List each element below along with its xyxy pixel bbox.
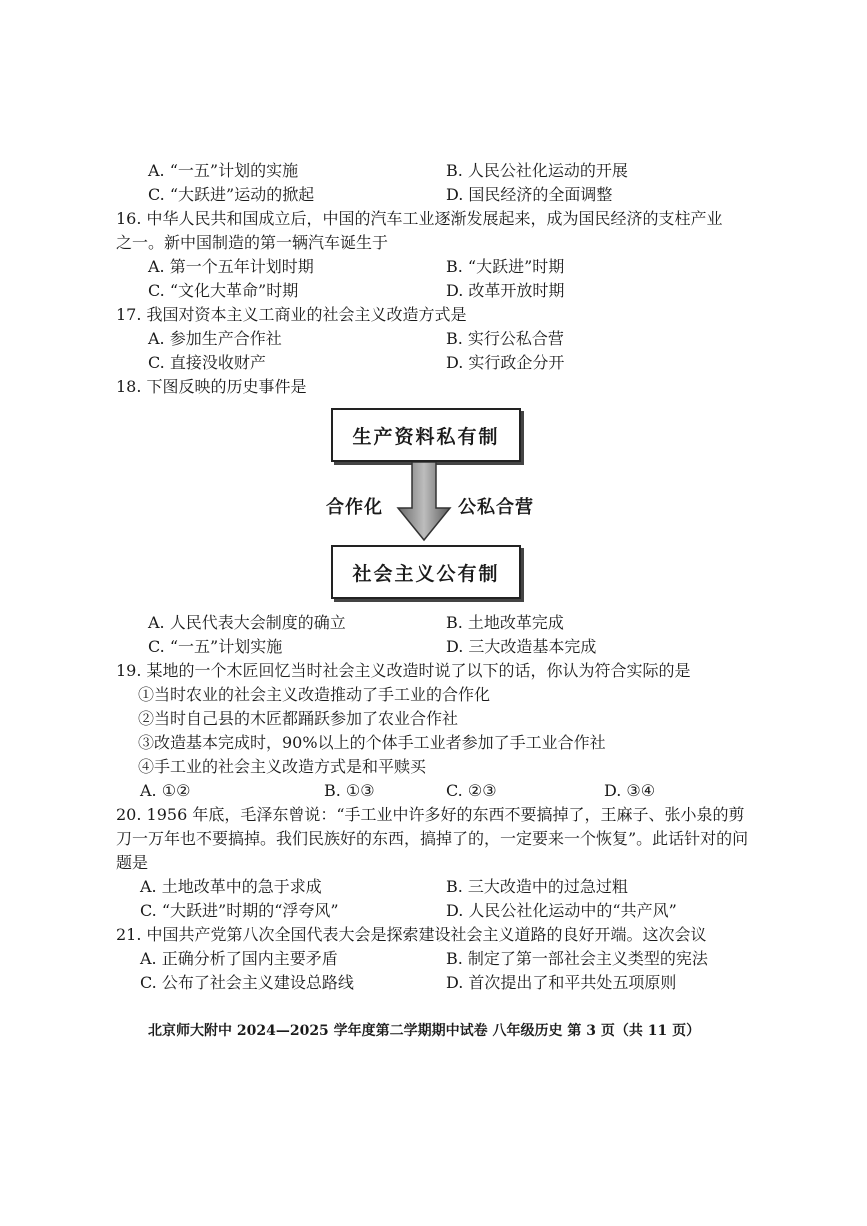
- diagram-left-label: 合作化: [326, 497, 383, 518]
- q21-option-a: A. 正确分析了国内主要矛盾: [140, 949, 338, 968]
- q15-option-b: B. 人民公社化运动的开展: [446, 161, 628, 180]
- q19-statement-2: ②当时自己县的木匠都踊跃参加了农业合作社: [138, 709, 459, 728]
- q20-stem-line3: 题是: [116, 853, 149, 872]
- q15-option-c: C. “大跃进”运动的掀起: [148, 185, 315, 204]
- q21-option-d: D. 首次提出了和平共处五项原则: [446, 973, 677, 992]
- page-footer: 北京师大附中 2024—2025 学年度第二学期期中试卷 八年级历史 第 3 页（共 11 页）: [148, 1023, 701, 1039]
- q19-option-a: A. ①②: [140, 781, 191, 800]
- q18-option-d: D. 三大改造基本完成: [446, 637, 597, 656]
- q17-option-c: C. 直接没收财产: [148, 353, 266, 372]
- q17-option-d: D. 实行政企分开: [446, 353, 565, 372]
- q19-statement-4: ④手工业的社会主义改造方式是和平赎买: [138, 757, 427, 776]
- diagram-right-label: 公私合营: [458, 497, 534, 518]
- diagram-bottom-box: 社会主义公有制: [331, 545, 521, 599]
- q20-option-c: C. “大跃进”时期的“浮夸风”: [140, 901, 339, 920]
- q18-option-a: A. 人民代表大会制度的确立: [148, 613, 346, 632]
- q21-option-b: B. 制定了第一部社会主义类型的宪法: [446, 949, 708, 968]
- q20-option-a: A. 土地改革中的急于求成: [140, 877, 322, 896]
- q16-stem-line2: 之一。新中国制造的第一辆汽车诞生于: [116, 233, 389, 252]
- q16-option-b: B. “大跃进”时期: [446, 257, 565, 276]
- q17-option-a: A. 参加生产合作社: [148, 329, 282, 348]
- q19-statement-1: ①当时农业的社会主义改造推动了手工业的合作化: [138, 685, 491, 704]
- q18-option-c: C. “一五”计划实施: [148, 637, 283, 656]
- q19-option-d: D. ③④: [604, 781, 656, 800]
- q18-option-b: B. 土地改革完成: [446, 613, 564, 632]
- q17-option-b: B. 实行公私合营: [446, 329, 564, 348]
- q19-stem: 19. 某地的一个木匠回忆当时社会主义改造时说了以下的话，你认为符合实际的是: [116, 661, 691, 680]
- q20-stem-line1: 20. 1956 年底，毛泽东曾说：“手工业中许多好的东西不要搞掉了，王麻子、张小泉的剪: [116, 805, 745, 824]
- q16-option-c: C. “文化大革命”时期: [148, 281, 299, 300]
- q19-statement-3: ③改造基本完成时，90%以上的个体手工业者参加了手工业合作社: [138, 733, 606, 752]
- q15-option-a: A. “一五”计划的实施: [148, 161, 299, 180]
- q20-stem-line2: 刀一万年也不要搞掉。我们民族好的东西，搞掉了的，一定要来一个恢复”。此话针对的问: [116, 829, 749, 848]
- q17-stem: 17. 我国对资本主义工商业的社会主义改造方式是: [116, 305, 467, 324]
- q19-option-b: B. ①③: [324, 781, 375, 800]
- q16-stem-line1: 16. 中华人民共和国成立后，中国的汽车工业逐渐发展起来，成为国民经济的支柱产业: [116, 209, 723, 228]
- q19-option-c: C. ②③: [446, 781, 497, 800]
- q21-option-c: C. 公布了社会主义建设总路线: [140, 973, 354, 992]
- q16-option-d: D. 改革开放时期: [446, 281, 565, 300]
- diagram-top-box: 生产资料私有制: [331, 408, 521, 462]
- q21-stem: 21. 中国共产党第八次全国代表大会是探索建设社会主义道路的良好开端。这次会议: [116, 925, 707, 944]
- q20-option-d: D. 人民公社化运动中的“共产风”: [446, 901, 677, 920]
- q15-option-d: D. 国民经济的全面调整: [446, 185, 613, 204]
- q18-stem: 18. 下图反映的历史事件是: [116, 377, 307, 396]
- q16-option-a: A. 第一个五年计划时期: [148, 257, 314, 276]
- down-arrow-icon: [396, 462, 452, 542]
- q20-option-b: B. 三大改造中的过急过粗: [446, 877, 628, 896]
